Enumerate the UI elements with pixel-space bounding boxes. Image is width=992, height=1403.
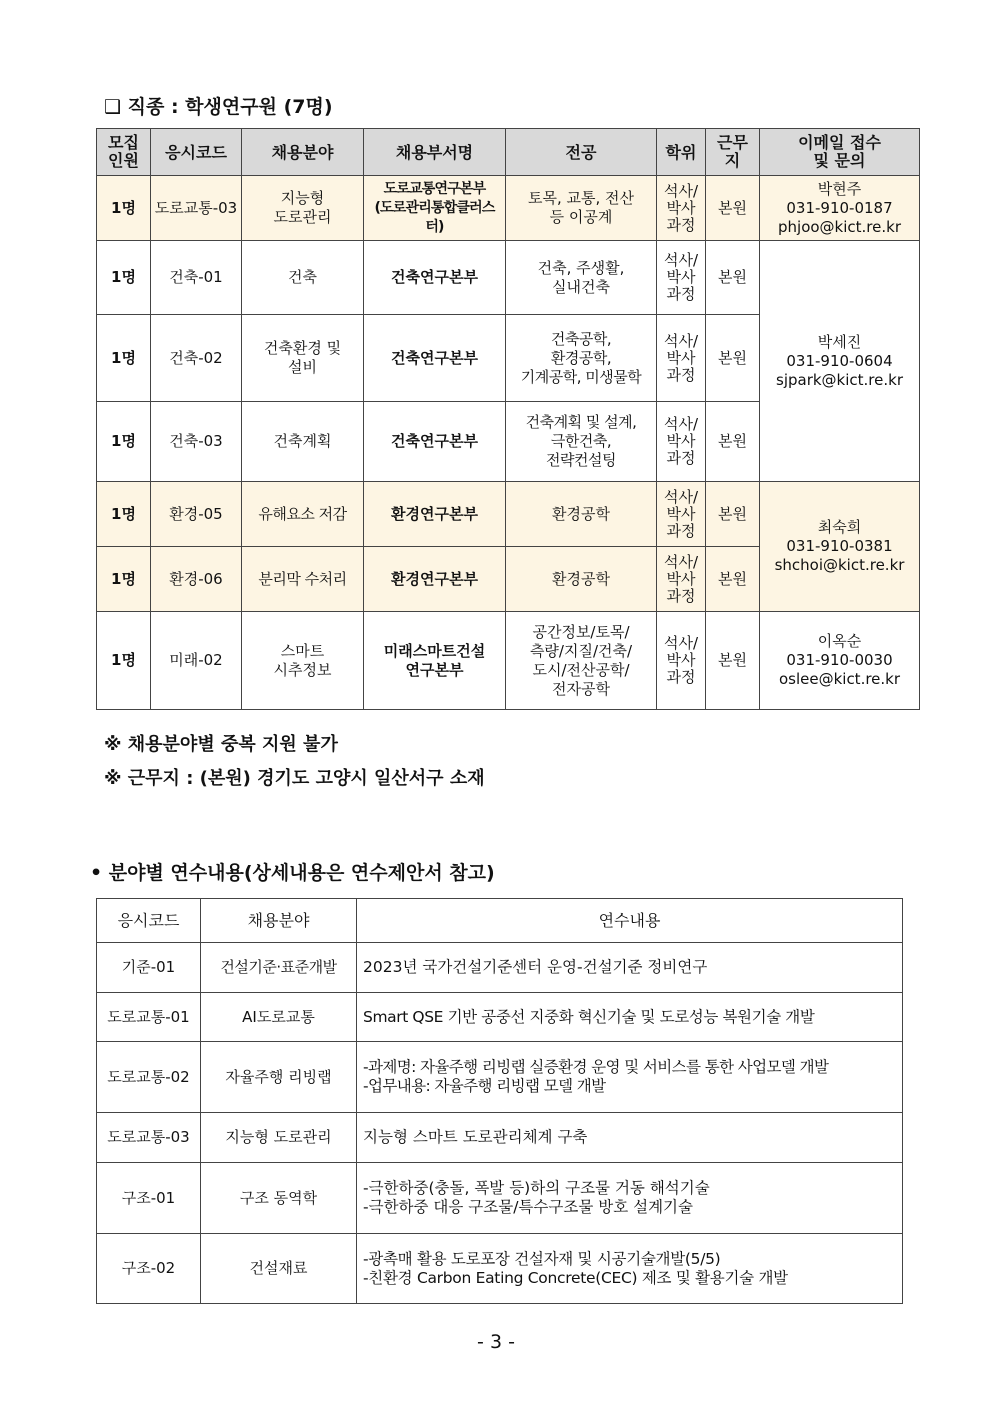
cell-major: 환경공학 (506, 547, 657, 612)
table-row (97, 176, 920, 241)
cell-code: 환경-06 (151, 547, 242, 612)
cell-field: 자율주행 리빙랩 (201, 1042, 357, 1113)
cell-degree: 석사/ 박사 과정 (657, 547, 706, 612)
contact-email: oslee@kict.re.kr (778, 670, 901, 688)
cell-major: 건축공학, 환경공학, 기계공학, 미생물학 (506, 315, 657, 402)
cell-field: 유해요소 저감 (242, 482, 364, 547)
cell-major: 건축, 주생활, 실내건축 (506, 241, 657, 315)
header-content: 연수내용 (357, 899, 903, 943)
contact-name: 박세진 (817, 332, 862, 351)
cell-code: 구조-02 (97, 1234, 201, 1304)
cell-field: 분리막 수처리 (242, 547, 364, 612)
cell-site: 본원 (706, 547, 760, 612)
contact-phone: 031-910-0030 (786, 651, 893, 669)
cell-dept: 환경연구본부 (364, 482, 506, 547)
cell-count: 1명 (97, 176, 151, 241)
cell-major: 공간정보/토목/ 측량/지질/건축/ 도시/전산공학/ 전자공학 (506, 612, 657, 710)
table-row (97, 482, 920, 547)
contact-email: sjpark@kict.re.kr (776, 370, 903, 389)
cell-content: -광촉매 활용 도로포장 건설자재 및 시공기술개발(5/5) -친환경 Carbon Eating Concrete(CEC) 제조 및 활용기술 개발 (357, 1234, 903, 1304)
cell-code: 도로교통-03 (97, 1113, 201, 1163)
cell-code: 도로교통-03 (151, 176, 242, 241)
header-degree: 학위 (657, 129, 706, 176)
cell-code: 건축-01 (151, 241, 242, 315)
cell-dept: 환경연구본부 (364, 547, 506, 612)
training-table (96, 898, 903, 1304)
recruitment-table (96, 128, 920, 710)
page-number: - 3 - (477, 1331, 515, 1353)
cell-field: AI도로교통 (201, 993, 357, 1042)
cell-code: 건축-02 (151, 315, 242, 402)
note-no-duplicate: ※ 채용분야별 중복 지원 불가 (104, 734, 338, 755)
section-title-training: • 분야별 연수내용(상세내용은 연수제안서 참고) (90, 862, 495, 884)
cell-code: 구조-01 (97, 1163, 201, 1234)
section-title-student-researcher: ❑ 직종 : 학생연구원 (7명) (104, 96, 333, 118)
cell-content: 지능형 스마트 도로관리체계 구축 (357, 1113, 903, 1163)
table-row (97, 1042, 903, 1113)
contact-phone: 031-910-0381 (786, 537, 893, 555)
cell-site: 본원 (706, 402, 760, 482)
contact-email: shchoi@kict.re.kr (774, 556, 905, 574)
header-row (97, 899, 903, 943)
cell-degree: 석사/ 박사 과정 (657, 482, 706, 547)
contact-name: 박현주 (817, 179, 862, 198)
cell-field: 지능형 도로관리 (242, 176, 364, 241)
cell-dept: 건축연구본부 (364, 402, 506, 482)
contact-cell (760, 482, 920, 612)
header-site: 근무 지 (706, 129, 760, 176)
contact-name: 이옥순 (817, 632, 862, 650)
cell-content: Smart QSE 기반 공중선 지중화 혁신기술 및 도로성능 복원기술 개발 (357, 993, 903, 1042)
table-row (97, 241, 920, 315)
cell-major: 환경공학 (506, 482, 657, 547)
cell-degree: 석사/ 박사 과정 (657, 612, 706, 710)
header-major: 전공 (506, 129, 657, 176)
cell-field: 건설기준·표준개발 (201, 943, 357, 993)
header-contact: 이메일 접수 및 문의 (760, 129, 920, 176)
header-row (97, 129, 920, 176)
contact-phone: 031-910-0604 (786, 351, 893, 370)
header-code: 응시코드 (151, 129, 242, 176)
cell-count: 1명 (97, 612, 151, 710)
cell-field: 지능형 도로관리 (201, 1113, 357, 1163)
table-row (97, 943, 903, 993)
cell-count: 1명 (97, 315, 151, 402)
contact-cell (760, 612, 920, 710)
cell-field: 건축계획 (242, 402, 364, 482)
contact-cell (760, 241, 920, 482)
cell-field: 건축환경 및 설비 (242, 315, 364, 402)
note-work-location: ※ 근무지 : (본원) 경기도 고양시 일산서구 소재 (104, 768, 485, 789)
cell-content: -극한하중(충돌, 폭발 등)하의 구조물 거동 해석기술 -극한하중 대응 구조물/특수구조물 방호 설계기술 (357, 1163, 903, 1234)
cell-degree: 석사/ 박사 과정 (657, 176, 706, 241)
cell-code: 환경-05 (151, 482, 242, 547)
table-row (97, 612, 920, 710)
cell-count: 1명 (97, 402, 151, 482)
cell-content: 2023년 국가건설기준센터 운영-건설기준 정비연구 (357, 943, 903, 993)
cell-dept: 미래스마트건설 연구본부 (364, 612, 506, 710)
cell-count: 1명 (97, 241, 151, 315)
cell-site: 본원 (706, 241, 760, 315)
table-row (97, 1234, 903, 1304)
cell-dept: 건축연구본부 (364, 241, 506, 315)
contact-phone: 031-910-0187 (786, 198, 893, 217)
cell-field: 건축 (242, 241, 364, 315)
cell-major: 건축계획 및 설계, 극한건축, 전략컨설팅 (506, 402, 657, 482)
cell-content: -과제명: 자율주행 리빙랩 실증환경 운영 및 서비스를 통한 사업모델 개발 -업무내용: 자율주행 리빙랩 모델 개발 (357, 1042, 903, 1113)
header-count: 모집 인원 (97, 129, 151, 176)
cell-dept: 도로교통연구본부 (도로관리통합클러스터) (364, 176, 506, 241)
cell-degree: 석사/ 박사 과정 (657, 241, 706, 315)
cell-field: 건설재료 (201, 1234, 357, 1304)
cell-degree: 석사/ 박사 과정 (657, 402, 706, 482)
cell-dept: 건축연구본부 (364, 315, 506, 402)
cell-site: 본원 (706, 482, 760, 547)
cell-site: 본원 (706, 176, 760, 241)
cell-site: 본원 (706, 315, 760, 402)
cell-count: 1명 (97, 547, 151, 612)
table-row (97, 1113, 903, 1163)
header-dept: 채용부서명 (364, 129, 506, 176)
cell-count: 1명 (97, 482, 151, 547)
cell-code: 도로교통-01 (97, 993, 201, 1042)
contact-cell (760, 176, 920, 241)
contact-email: phjoo@kict.re.kr (778, 217, 901, 236)
header-field: 채용분야 (201, 899, 357, 943)
cell-field: 구조 동역학 (201, 1163, 357, 1234)
header-code: 응시코드 (97, 899, 201, 943)
cell-code: 건축-03 (151, 402, 242, 482)
table-row (97, 993, 903, 1042)
cell-code: 도로교통-02 (97, 1042, 201, 1113)
header-field: 채용분야 (242, 129, 364, 176)
cell-code: 미래-02 (151, 612, 242, 710)
cell-site: 본원 (706, 612, 760, 710)
cell-code: 기준-01 (97, 943, 201, 993)
cell-field: 스마트 시추정보 (242, 612, 364, 710)
cell-degree: 석사/ 박사 과정 (657, 315, 706, 402)
contact-name: 최숙희 (817, 518, 862, 536)
table-row (97, 1163, 903, 1234)
cell-major: 토목, 교통, 전산 등 이공계 (506, 176, 657, 241)
